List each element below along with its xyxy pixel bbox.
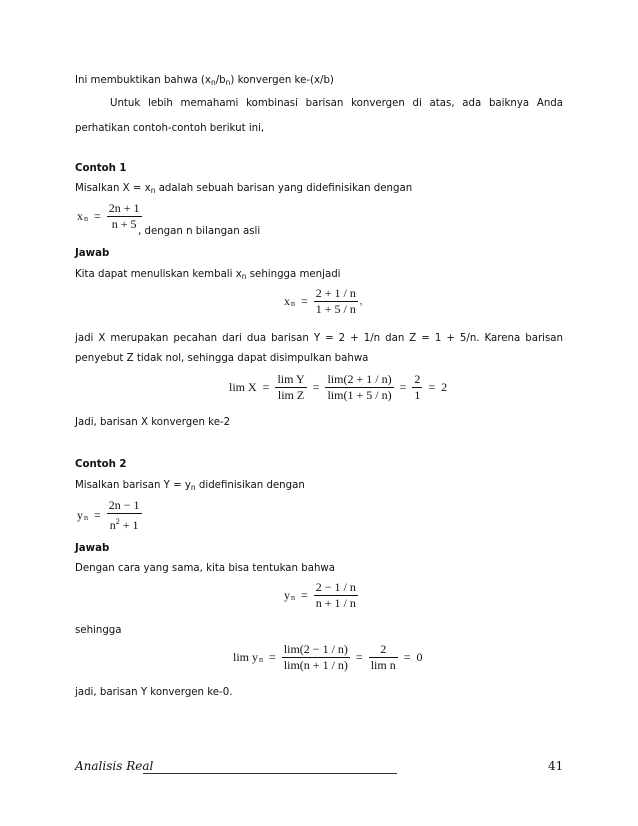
contoh2-jawab: Jawab [75,543,110,554]
intro-line-2: Untuk lebih memahami kombinasi barisan konvergen di atas, ada baiknya Anda [110,98,563,109]
contoh1-conclusion: Jadi, barisan X konvergen ke-2 [75,417,231,428]
contoh2-sehingga: sehingga [75,625,122,636]
footer-book-title: Analisis Real [75,759,154,773]
contoh2-definition: $y_n$ = $\frac{2n - 1}{n^2 + 1}$ [77,498,140,532]
contoh1-rewrite: Kita dapat menuliskan kembali xn sehingga menjadi [75,269,341,281]
contoh2-heading: Contoh 2 [75,459,127,470]
contoh1-paragraph-line-2: penyebut Z tidak nol, sehingga dapat disimpulkan bahwa [75,353,369,364]
contoh1-intro: Misalkan X = xn adalah sebuah barisan yang didefinisikan dengan [75,183,413,195]
contoh1-paragraph-line-1: jadi X merupakan pecahan dari dua barisan Y = 2 + 1/n dan Z = 1 + 5/n. Karena barisan [75,333,563,344]
contoh1-limit-equation: lim X = $\frac{\text{lim Y}}{\text{lim Z}}$ = $\frac{\lim(2 + 1 / n)}{\lim(1 + 5 / n)}$ = $\frac{2}{1}$ = 2 [229,372,448,402]
contoh2-rewritten-equation: $y_n$ = $\frac{2 - 1 / n}{n + 1 / n}$ [284,580,356,610]
footer-rule [143,773,397,774]
contoh2-intro: Misalkan barisan Y = yn didefinisikan dengan [75,480,305,492]
contoh1-heading: Contoh 1 [75,163,127,174]
contoh1-rewritten-equation: $x_n$ = $\frac{2 + 1 / n}{1 + 5 / n}$ , [284,286,363,316]
contoh1-definition: $x_n$ = $\frac{2n + 1}{n + 5}$ [77,201,140,231]
contoh2-limit-equation: $\lim y_n$ = $\frac{\lim(2 - 1 / n)}{\lim(n + 1 / n)}$ = $\frac{2}{\text{lim n}}$ = 0 [233,642,423,672]
contoh1-def-note: , dengan n bilangan asli [138,226,261,237]
intro-line-1: Ini membuktikan bahwa (xn/bn) konvergen ke-(x/b) [75,75,334,87]
intro-line-3: perhatikan contoh-contoh berikut ini, [75,123,265,134]
contoh2-same-way: Dengan cara yang sama, kita bisa tentukan bahwa [75,563,335,574]
contoh2-conclusion: jadi, barisan Y konvergen ke-0. [75,687,233,698]
page-number: 41 [548,759,564,773]
contoh1-jawab: Jawab [75,248,110,259]
